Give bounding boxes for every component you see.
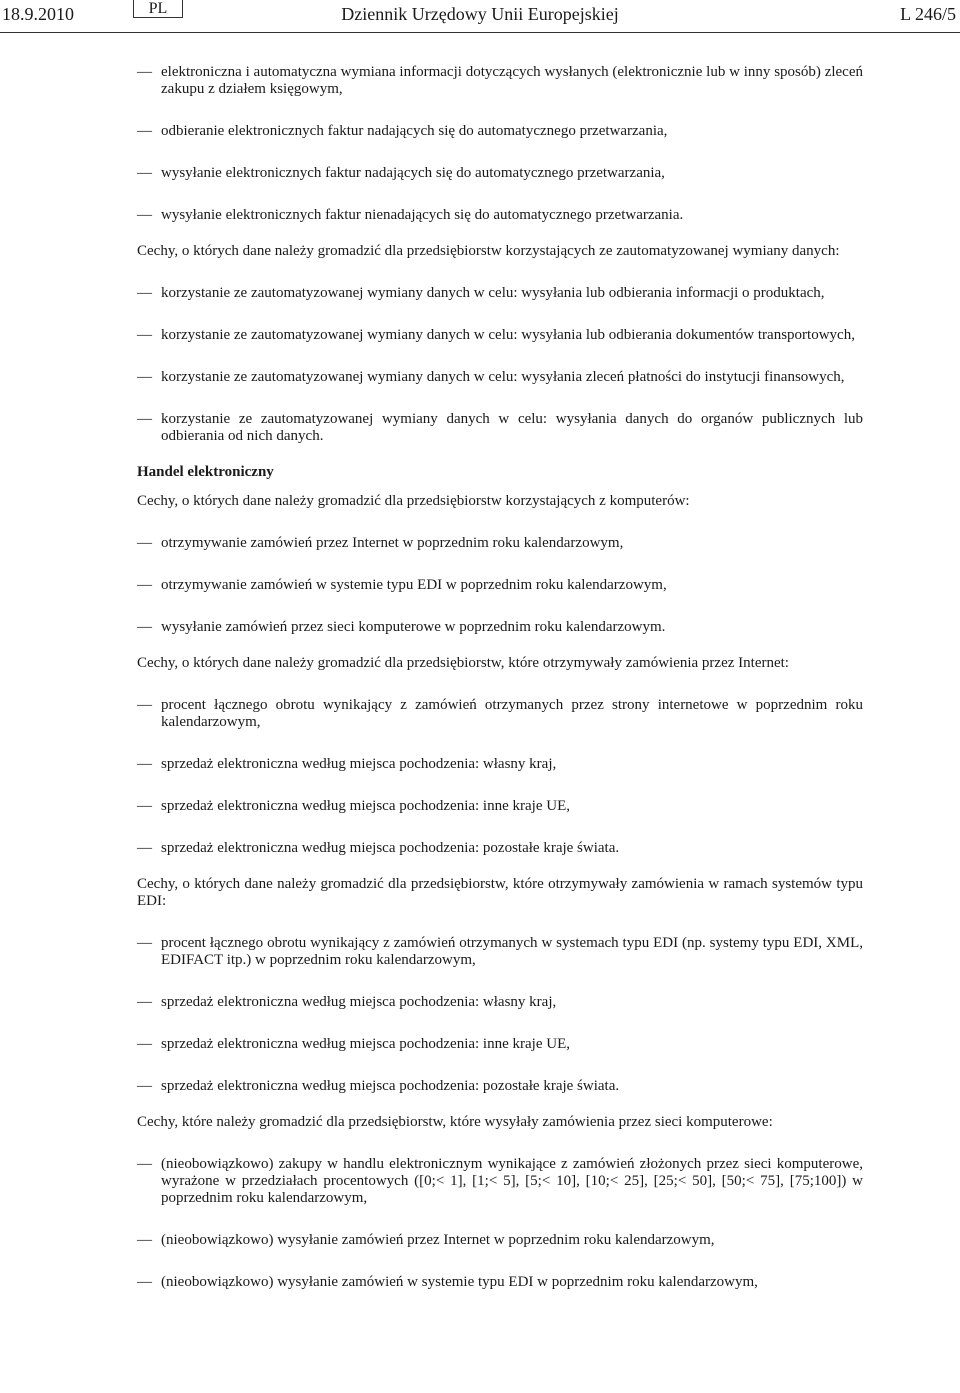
list-item-text: elektroniczna i automatyczna wymiana informacji dotyczących wysłanych (elektronicznie lub w inny sposób) zleceń zakupu z działem księgowym, bbox=[161, 64, 863, 97]
section-heading: Handel elektroniczny bbox=[137, 464, 274, 480]
list-item bbox=[137, 1232, 863, 1249]
list-item-text: wysyłanie elektronicznych faktur nienadających się do automatycznego przetwarzania. bbox=[161, 207, 684, 223]
list-dash: — bbox=[137, 840, 152, 856]
list-item bbox=[137, 935, 863, 969]
list-dash: — bbox=[137, 411, 152, 427]
list-item-text: procent łącznego obrotu wynikający z zamówień otrzymanych w systemach typu EDI (np. systemy typu EDI, XML, EDIFACT itp.) w poprzednim roku kalendarzowym, bbox=[161, 935, 863, 968]
list-dash: — bbox=[137, 798, 152, 814]
list-dash: — bbox=[137, 327, 152, 343]
list-item-text: wysyłanie elektronicznych faktur nadających się do automatycznego przetwarzania, bbox=[161, 165, 665, 181]
list-item bbox=[137, 369, 863, 386]
list-dash: — bbox=[137, 697, 152, 713]
list-item-text: wysyłanie zamówień przez sieci komputerowe w poprzednim roku kalendarzowym. bbox=[161, 619, 666, 635]
list-dash: — bbox=[137, 369, 152, 385]
list-item bbox=[137, 123, 863, 140]
publication-date: 18.9.2010 bbox=[2, 4, 74, 24]
list-item bbox=[137, 840, 863, 857]
journal-title: Dziennik Urzędowy Unii Europejskiej bbox=[341, 4, 619, 24]
list-dash: — bbox=[137, 165, 152, 181]
list-dash: — bbox=[137, 577, 152, 593]
list-item-text: sprzedaż elektroniczna według miejsca pochodzenia: własny kraj, bbox=[161, 994, 557, 1010]
list-item-text: korzystanie ze zautomatyzowanej wymiany danych w celu: wysyłania lub odbierania dokumentów transportowych, bbox=[161, 327, 855, 343]
list-item bbox=[137, 327, 863, 344]
paragraph: Cechy, o których dane należy gromadzić dla przedsiębiorstw, które otrzymywały zamówienia przez Internet: bbox=[137, 655, 789, 671]
paragraph: Cechy, o których dane należy gromadzić dla przedsiębiorstw korzystających z komputerów: bbox=[137, 493, 690, 509]
list-item-text: (nieobowiązkowo) wysyłanie zamówień w systemie typu EDI w poprzednim roku kalendarzowym, bbox=[161, 1274, 758, 1290]
list-dash: — bbox=[137, 1274, 152, 1290]
list-item-text: otrzymywanie zamówień przez Internet w poprzednim roku kalendarzowym, bbox=[161, 535, 624, 551]
list-item bbox=[137, 1274, 863, 1291]
list-dash: — bbox=[137, 1232, 152, 1248]
list-dash: — bbox=[137, 619, 152, 635]
list-item-text: sprzedaż elektroniczna według miejsca pochodzenia: pozostałe kraje świata. bbox=[161, 1078, 620, 1094]
list-dash: — bbox=[137, 756, 152, 772]
list-item-text: sprzedaż elektroniczna według miejsca pochodzenia: inne kraje UE, bbox=[161, 798, 570, 814]
list-dash: — bbox=[137, 935, 152, 951]
list-item-text: korzystanie ze zautomatyzowanej wymiany danych w celu: wysyłania lub odbierania informacji o produktach, bbox=[161, 285, 825, 301]
list-item bbox=[137, 756, 863, 773]
list-item-text: sprzedaż elektroniczna według miejsca pochodzenia: inne kraje UE, bbox=[161, 1036, 570, 1052]
list-item-text: korzystanie ze zautomatyzowanej wymiany danych w celu: wysyłania zleceń płatności do instytucji finansowych, bbox=[161, 369, 845, 385]
list-item bbox=[137, 994, 863, 1011]
list-item-text: procent łącznego obrotu wynikający z zamówień otrzymanych przez strony internetowe w poprzednim roku kalendarzowym, bbox=[161, 697, 863, 730]
list-item-text: (nieobowiązkowo) zakupy w handlu elektronicznym wynikające z zamówień złożonych przez sieci komputerowe, wyrażone w przedziałach procentowych ([0;< 1], [1;< 5], [5;< 10], [10;< 25], [25;< 50], [50;< 75], [75;100]) w poprzednim roku kalendarzowym, bbox=[161, 1156, 863, 1206]
page-number: L 246/5 bbox=[900, 4, 956, 24]
list-item bbox=[137, 1156, 863, 1207]
list-item bbox=[137, 1036, 863, 1053]
list-item-text: otrzymywanie zamówień w systemie typu EDI w poprzednim roku kalendarzowym, bbox=[161, 577, 667, 593]
list-item bbox=[137, 207, 863, 224]
list-item bbox=[137, 411, 863, 445]
list-item-text: odbieranie elektronicznych faktur nadających się do automatycznego przetwarzania, bbox=[161, 123, 668, 139]
list-item bbox=[137, 535, 863, 552]
list-dash: — bbox=[137, 535, 152, 551]
page-header bbox=[0, 0, 960, 33]
list-dash: — bbox=[137, 123, 152, 139]
list-item bbox=[137, 577, 863, 594]
list-item bbox=[137, 165, 863, 182]
list-dash: — bbox=[137, 207, 152, 223]
list-item bbox=[137, 285, 863, 302]
paragraph: Cechy, które należy gromadzić dla przedsiębiorstw, które wysyłały zamówienia przez sieci komputerowe: bbox=[137, 1114, 773, 1130]
list-dash: — bbox=[137, 64, 152, 80]
list-dash: — bbox=[137, 1156, 152, 1172]
list-item bbox=[137, 619, 863, 636]
list-item bbox=[137, 798, 863, 815]
paragraph: Cechy, o których dane należy gromadzić dla przedsiębiorstw korzystających ze zautomatyzowanej wymiany danych: bbox=[137, 243, 840, 259]
list-dash: — bbox=[137, 285, 152, 301]
list-dash: — bbox=[137, 1036, 152, 1052]
list-item bbox=[137, 64, 863, 98]
paragraph: Cechy, o których dane należy gromadzić dla przedsiębiorstw, które otrzymywały zamówienia w ramach systemów typu EDI: bbox=[137, 876, 863, 909]
list-dash: — bbox=[137, 994, 152, 1010]
list-dash: — bbox=[137, 1078, 152, 1094]
list-item bbox=[137, 1078, 863, 1095]
list-item-text: sprzedaż elektroniczna według miejsca pochodzenia: własny kraj, bbox=[161, 756, 557, 772]
language-code-box: PL bbox=[133, 0, 183, 18]
document-body bbox=[137, 64, 863, 1291]
list-item-text: sprzedaż elektroniczna według miejsca pochodzenia: pozostałe kraje świata. bbox=[161, 840, 620, 856]
list-item bbox=[137, 697, 863, 731]
list-item-text: (nieobowiązkowo) wysyłanie zamówień przez Internet w poprzednim roku kalendarzowym, bbox=[161, 1232, 715, 1248]
list-item-text: korzystanie ze zautomatyzowanej wymiany danych w celu: wysyłania danych do organów publicznych lub odbierania od nich danych. bbox=[161, 411, 863, 444]
